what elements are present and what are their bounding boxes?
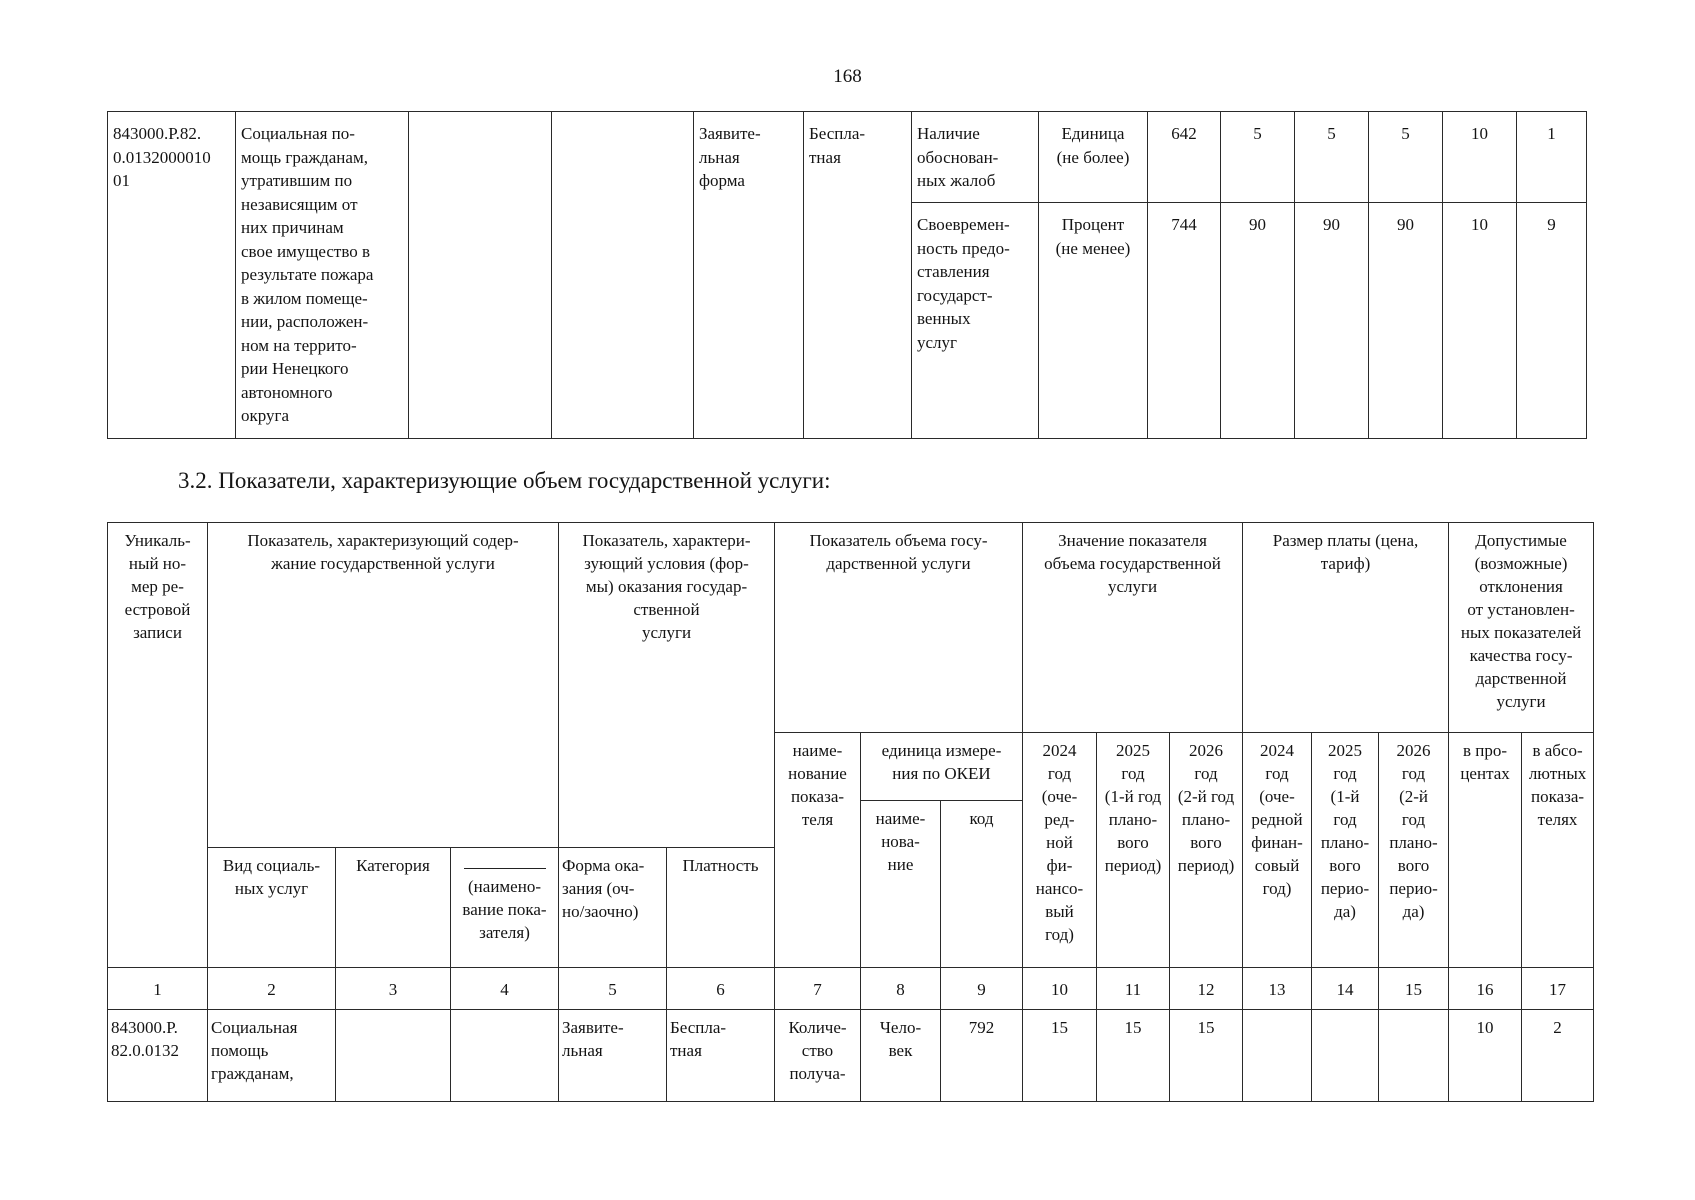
- volume-indicators-table: [107, 522, 1594, 1102]
- page-number: 168: [833, 66, 862, 87]
- allowed-deviation-header: Допустимые (возможные) отклонения от установлен- ных показателей качества госу- дарственной услуги: [1449, 523, 1594, 733]
- fee-2026-cell: [1379, 1010, 1449, 1102]
- table-row: [108, 1010, 1594, 1102]
- okei-name-cell: Чело- век: [861, 1010, 941, 1102]
- column-number: 5: [559, 968, 667, 1010]
- content-indicator-header: Показатель, характеризующий содер- жание государственной услуги: [208, 523, 559, 848]
- value-2025-header: 2025 год (1-й год плано- вого период): [1097, 733, 1170, 968]
- blank-indicator-cell: [451, 1010, 559, 1102]
- blank-indicator-header: [451, 848, 559, 968]
- value-2024-cell: 90: [1221, 203, 1295, 439]
- column-number: 12: [1170, 968, 1243, 1010]
- category-header: Категория: [336, 848, 451, 968]
- service-name-cell: Социальная по- мощь гражданам, утратившим по независящим от них причинам свое имущество в результате пожара в жилом помеще- нии, расположен- ном на террито- рии Ненецкого автономного округа: [236, 112, 409, 439]
- registry-number-cell: 843000.Р. 82.0.0132: [108, 1010, 208, 1102]
- value-2024-header: 2024 год (оче- ред- ной фи- нансо- вый год): [1023, 733, 1097, 968]
- deviation-percent-cell: 10: [1449, 1010, 1522, 1102]
- value-2026-cell: 5: [1369, 112, 1443, 203]
- column-number: 2: [208, 968, 336, 1010]
- deviation-percent-cell: 10: [1443, 112, 1517, 203]
- column-number: 9: [941, 968, 1023, 1010]
- fee-amount-header: Размер платы (цена, тариф): [1243, 523, 1449, 733]
- value-2026-header: 2026 год (2-й год плано- вого период): [1170, 733, 1243, 968]
- fee-2025-header: 2025 год (1-й год плано- вого перио- да): [1312, 733, 1379, 968]
- service-form-cell: Заявите- льная форма: [694, 112, 804, 439]
- deviation-absolute-cell: 2: [1522, 1010, 1594, 1102]
- okei-unit-header: единица измере- ния по ОКЕИ: [861, 733, 1023, 801]
- value-2024-cell: 5: [1221, 112, 1295, 203]
- unit-cell: Процент (не менее): [1039, 203, 1148, 439]
- deviation-percent-header: в про- центах: [1449, 733, 1522, 968]
- service-kind-cell: Социальная помощь гражданам,: [208, 1010, 336, 1102]
- okei-code-cell: 642: [1148, 112, 1221, 203]
- okei-code-cell: 744: [1148, 203, 1221, 439]
- column-number: 8: [861, 968, 941, 1010]
- okei-code-header: код: [941, 801, 1023, 968]
- value-2026-cell: 15: [1170, 1010, 1243, 1102]
- column-number: 17: [1522, 968, 1594, 1010]
- registry-number-cell: 843000.Р.82. 0.0132000010 01: [108, 112, 236, 439]
- blank-indicator-caption: (наимено- вание пока- зателя): [462, 877, 547, 942]
- fee-2025-cell: [1312, 1010, 1379, 1102]
- value-2024-cell: 15: [1023, 1010, 1097, 1102]
- deviation-percent-cell: 10: [1443, 203, 1517, 439]
- column-number: 11: [1097, 968, 1170, 1010]
- okei-code-cell: 792: [941, 1010, 1023, 1102]
- column-number: 16: [1449, 968, 1522, 1010]
- empty-cell: [552, 112, 694, 439]
- service-kind-header: Вид социаль- ных услуг: [208, 848, 336, 968]
- indicator-name-header: наиме- нование показа- теля: [775, 733, 861, 968]
- category-cell: [336, 1010, 451, 1102]
- conditions-indicator-header: Показатель, характери- зующий условия (фор- мы) оказания государ- ственной услуги: [559, 523, 775, 848]
- value-2025-cell: 90: [1295, 203, 1369, 439]
- okei-name-header: наиме- нова- ние: [861, 801, 941, 968]
- value-2025-cell: 5: [1295, 112, 1369, 203]
- column-number: 13: [1243, 968, 1312, 1010]
- deviation-absolute-header: в абсо- лютных показа- телях: [1522, 733, 1594, 968]
- indicator-value-header: Значение показателя объема государственной услуги: [1023, 523, 1243, 733]
- registry-number-header: Уникаль- ный но- мер ре- естровой записи: [108, 523, 208, 968]
- service-form-header: Форма ока- зания (оч- но/заочно): [559, 848, 667, 968]
- column-number: 10: [1023, 968, 1097, 1010]
- service-form-cell: Заявите- льная: [559, 1010, 667, 1102]
- indicator-name-cell: Количе- ство получа-: [775, 1010, 861, 1102]
- payment-cell: Беспла- тная: [804, 112, 912, 439]
- value-2026-cell: 90: [1369, 203, 1443, 439]
- column-number: 7: [775, 968, 861, 1010]
- blank-line: [464, 854, 546, 869]
- payment-cell: Беспла- тная: [667, 1010, 775, 1102]
- empty-cell: [409, 112, 552, 439]
- deviation-absolute-cell: 9: [1517, 203, 1587, 439]
- value-2025-cell: 15: [1097, 1010, 1170, 1102]
- unit-cell: Единица (не более): [1039, 112, 1148, 203]
- indicator-name-cell: Своевремен- ность предо- ставления государст- венных услуг: [912, 203, 1039, 439]
- column-number: 3: [336, 968, 451, 1010]
- quality-indicators-table: [107, 111, 1587, 439]
- fee-2024-header: 2024 год (оче- редной финан- совый год): [1243, 733, 1312, 968]
- indicator-name-cell: Наличие обоснован- ных жалоб: [912, 112, 1039, 203]
- column-number: 14: [1312, 968, 1379, 1010]
- column-number: 4: [451, 968, 559, 1010]
- section-title: 3.2. Показатели, характеризующие объем государственной услуги:: [178, 468, 831, 493]
- fee-2026-header: 2026 год (2-й год плано- вого перио- да): [1379, 733, 1449, 968]
- payment-header: Платность: [667, 848, 775, 968]
- column-number: 6: [667, 968, 775, 1010]
- volume-indicator-header: Показатель объема госу- дарственной услуги: [775, 523, 1023, 733]
- column-numbers-row: [108, 968, 1594, 1010]
- column-number: 1: [108, 968, 208, 1010]
- fee-2024-cell: [1243, 1010, 1312, 1102]
- column-number: 15: [1379, 968, 1449, 1010]
- deviation-absolute-cell: 1: [1517, 112, 1587, 203]
